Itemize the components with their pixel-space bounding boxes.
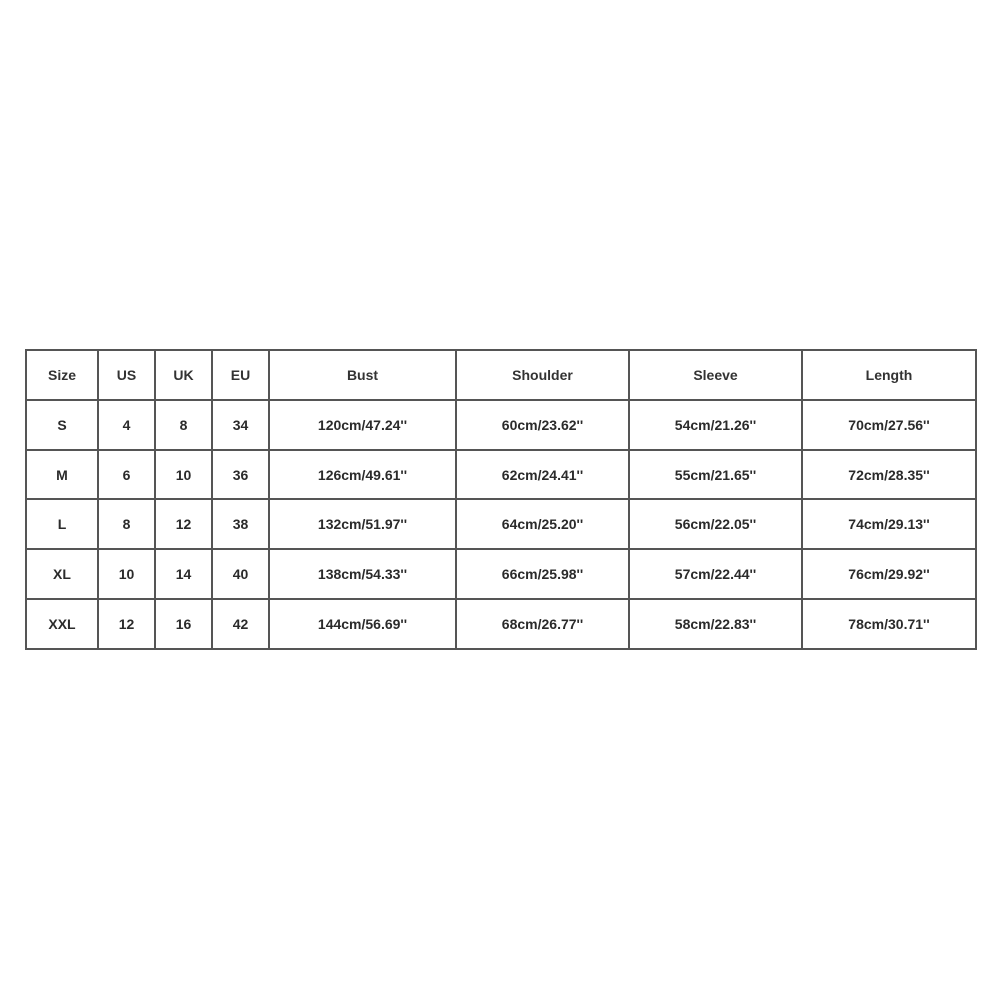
us-cell: 12 (98, 599, 155, 649)
header-cell-size: Size (26, 350, 98, 400)
header-cell-uk: UK (155, 350, 212, 400)
sleeve-cell: 57cm/22.44'' (629, 549, 802, 599)
bust-cell: 126cm/49.61'' (269, 450, 456, 500)
shoulder-cell: 66cm/25.98'' (456, 549, 629, 599)
bust-cell: 144cm/56.69'' (269, 599, 456, 649)
shoulder-cell: 64cm/25.20'' (456, 499, 629, 549)
uk-cell: 12 (155, 499, 212, 549)
length-cell: 74cm/29.13'' (802, 499, 976, 549)
us-cell: 10 (98, 549, 155, 599)
table-row (26, 599, 976, 649)
header-cell-length: Length (802, 350, 976, 400)
table-header-row (26, 350, 976, 400)
shoulder-cell: 60cm/23.62'' (456, 400, 629, 450)
eu-cell: 38 (212, 499, 269, 549)
us-cell: 6 (98, 450, 155, 500)
length-cell: 78cm/30.71'' (802, 599, 976, 649)
header-cell-bust: Bust (269, 350, 456, 400)
bust-cell: 132cm/51.97'' (269, 499, 456, 549)
us-cell: 8 (98, 499, 155, 549)
size-cell: XXL (26, 599, 98, 649)
uk-cell: 16 (155, 599, 212, 649)
table-row (26, 549, 976, 599)
header-cell-shoulder: Shoulder (456, 350, 629, 400)
length-cell: 72cm/28.35'' (802, 450, 976, 500)
table-row (26, 400, 976, 450)
size-cell: M (26, 450, 98, 500)
header-cell-eu: EU (212, 350, 269, 400)
sleeve-cell: 54cm/21.26'' (629, 400, 802, 450)
eu-cell: 42 (212, 599, 269, 649)
length-cell: 76cm/29.92'' (802, 549, 976, 599)
size-cell: XL (26, 549, 98, 599)
size-chart-table (25, 349, 977, 650)
eu-cell: 40 (212, 549, 269, 599)
bust-cell: 138cm/54.33'' (269, 549, 456, 599)
length-cell: 70cm/27.56'' (802, 400, 976, 450)
table-row (26, 450, 976, 500)
us-cell: 4 (98, 400, 155, 450)
shoulder-cell: 68cm/26.77'' (456, 599, 629, 649)
uk-cell: 10 (155, 450, 212, 500)
size-cell: L (26, 499, 98, 549)
sleeve-cell: 55cm/21.65'' (629, 450, 802, 500)
uk-cell: 8 (155, 400, 212, 450)
header-cell-us: US (98, 350, 155, 400)
size-cell: S (26, 400, 98, 450)
sleeve-cell: 58cm/22.83'' (629, 599, 802, 649)
bust-cell: 120cm/47.24'' (269, 400, 456, 450)
eu-cell: 34 (212, 400, 269, 450)
shoulder-cell: 62cm/24.41'' (456, 450, 629, 500)
header-cell-sleeve: Sleeve (629, 350, 802, 400)
table-row (26, 499, 976, 549)
uk-cell: 14 (155, 549, 212, 599)
eu-cell: 36 (212, 450, 269, 500)
sleeve-cell: 56cm/22.05'' (629, 499, 802, 549)
